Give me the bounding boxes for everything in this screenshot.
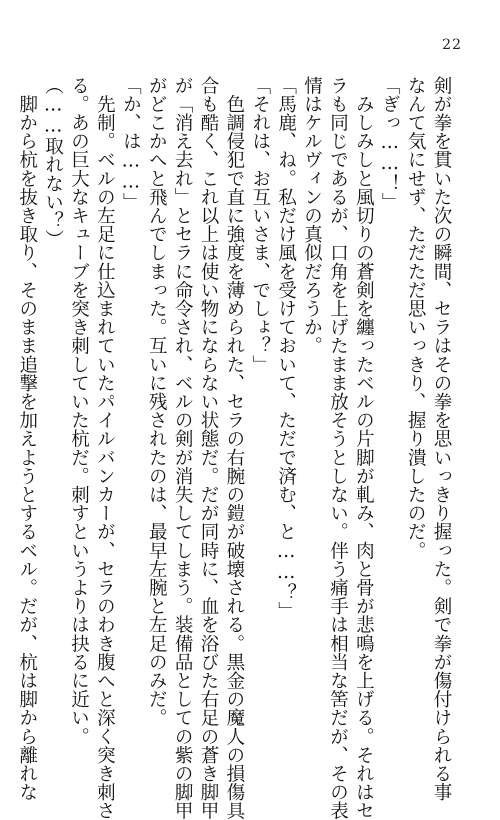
text-line: 合も酷く、これ以上は使い物にならない状態だ。だが同時に、血を浴びた右足の蒼き脚甲	[197, 76, 219, 820]
text-line: みしみしと風切りの蒼剣を纏ったベルの片脚が軋み、肉と骨が悲鳴を上げる。それはセ	[353, 76, 375, 820]
text-line: 色調侵犯で直に強度を薄められた、セラの右腕の鎧が破壊される。黒金の魔人の損傷具	[223, 76, 245, 820]
text-line: 「ぎっ……！」	[379, 76, 401, 212]
text-line: 「馬鹿、ね。私だけ風を受けておいて、ただで済む、と……？」	[275, 76, 297, 621]
text-line: 脚から杭を抜き取り、そのまま追撃を加えようとするベル。だが、杭は脚から離れな	[16, 76, 38, 802]
text-line: 情はケルヴィンの真似だろうか。	[301, 76, 323, 355]
text-line: なんて気にせず、ただただ思いっきり、握り潰したのだ。	[405, 76, 427, 560]
vertical-text-body	[14, 76, 454, 820]
text-line: 剣が拳を貫いた次の瞬間、セラはその拳を思いっきり握った。剣で拳が傷付けられる事	[431, 76, 452, 802]
text-line: ラも同じであるが、口角を上げたまま放そうとしない。伴う痛手は相当な筈だが、その表	[327, 76, 349, 820]
text-line: （……取れない？）	[42, 76, 64, 249]
text-line: 「それは、お互いさま、でしょ？」	[249, 76, 271, 374]
text-line: 先制。ベルの左足に仕込まれていたパイルバンカーが、セラのわき腹へと深く突き刺さ	[94, 76, 116, 820]
text-line: る。あの巨大なキューブを突き刺していた杭だ。刺すというよりは抉るに近い。	[68, 76, 90, 746]
text-line: が「消え去れ」とセラに命令され、ベルの剣が消失してしまう。装備品としての紫の脚甲	[172, 76, 194, 820]
text-line: がどこかへと飛んでしまった。互いに残されたのは、最早左腕と左足のみだ。	[146, 76, 168, 727]
page-number: 22	[442, 37, 462, 53]
text-line: 「か、は……」	[120, 76, 142, 212]
